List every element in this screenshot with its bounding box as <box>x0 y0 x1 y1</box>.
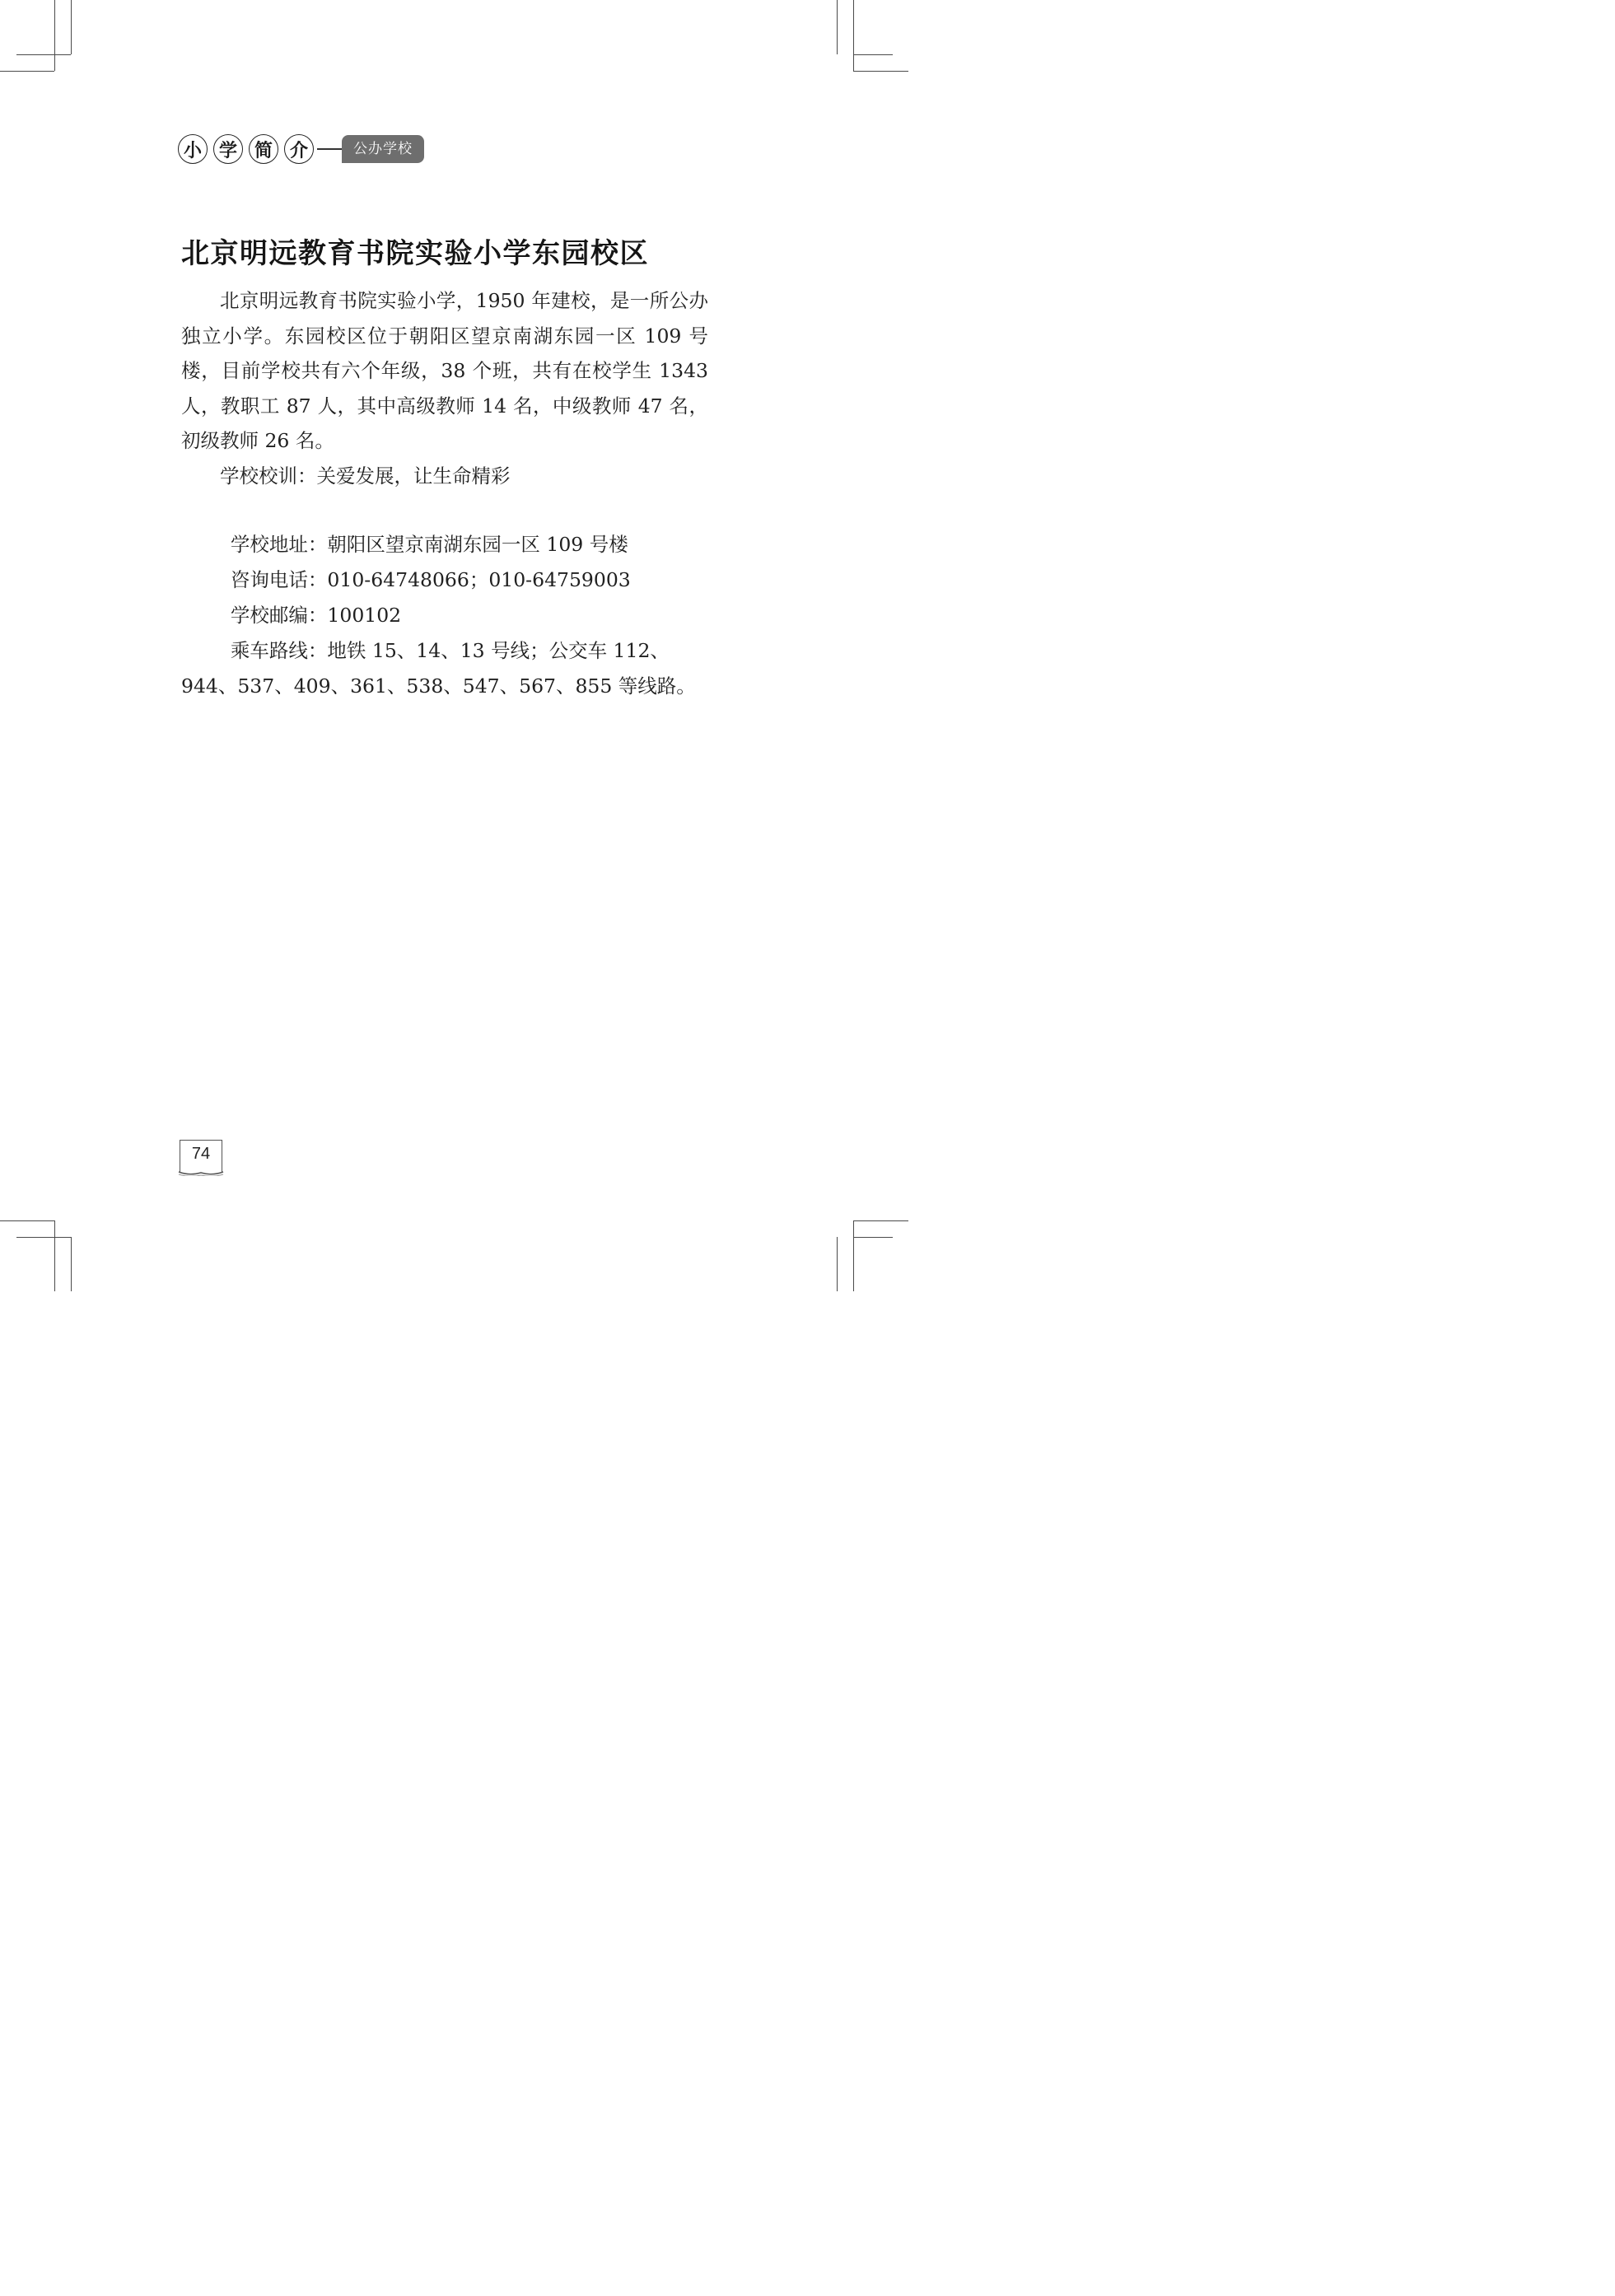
crop-mark <box>837 1237 838 1291</box>
crop-mark <box>54 1220 55 1291</box>
crop-mark <box>16 54 71 55</box>
header-circle-char: 介 <box>284 134 314 164</box>
crop-mark <box>16 1237 71 1238</box>
crop-mark <box>71 1237 72 1291</box>
crop-mark <box>853 1237 893 1238</box>
crop-mark <box>0 71 54 72</box>
crop-mark <box>0 1220 54 1221</box>
header-circle-char: 学 <box>213 134 243 164</box>
page-number-badge <box>180 1140 222 1176</box>
page-title: 北京明远教育书院实验小学东园校区 <box>181 237 649 270</box>
header-circle-char: 小 <box>178 134 208 164</box>
consult-phone: 咨询电话：010-64748066；010-64759003 <box>230 568 631 591</box>
crop-mark <box>853 0 854 71</box>
school-motto: 学校校训：关爱发展，让生命精彩 <box>220 464 511 488</box>
contact-info <box>181 527 708 704</box>
crop-mark <box>54 0 55 71</box>
category-tag: 公办学校 <box>342 135 424 163</box>
crop-mark <box>853 54 893 55</box>
crop-mark <box>853 71 908 72</box>
postal-code: 学校邮编：100102 <box>230 604 402 627</box>
crop-mark <box>837 0 838 54</box>
crop-mark <box>853 1220 908 1221</box>
header-connector-line <box>317 148 342 150</box>
intro-paragraph: 北京明远教育书院实验小学，1950 年建校，是一所公办独立小学。东园校区位于朝阳区望京南湖东园一区 109 号楼，目前学校共有六个年级，38 个班，共有在校学生 1343 人，教职工 87 人，其中高级教师 14 名，中级教师 47 名，初级教师 26 名。 <box>181 289 708 452</box>
crop-mark <box>71 0 72 54</box>
page-number: 74 <box>191 1145 211 1163</box>
header-circle-char: 简 <box>249 134 278 164</box>
section-header <box>178 132 424 166</box>
school-address: 学校地址：朝阳区望京南湖东园一区 109 号楼 <box>230 533 628 556</box>
intro-section <box>181 283 708 493</box>
crop-mark <box>853 1220 854 1291</box>
book-icon <box>178 1171 224 1176</box>
transit-routes: 乘车路线：地铁 15、14、13 号线；公交车 112、944、537、409、361、538、547、567、855 等线路。 <box>181 639 696 698</box>
